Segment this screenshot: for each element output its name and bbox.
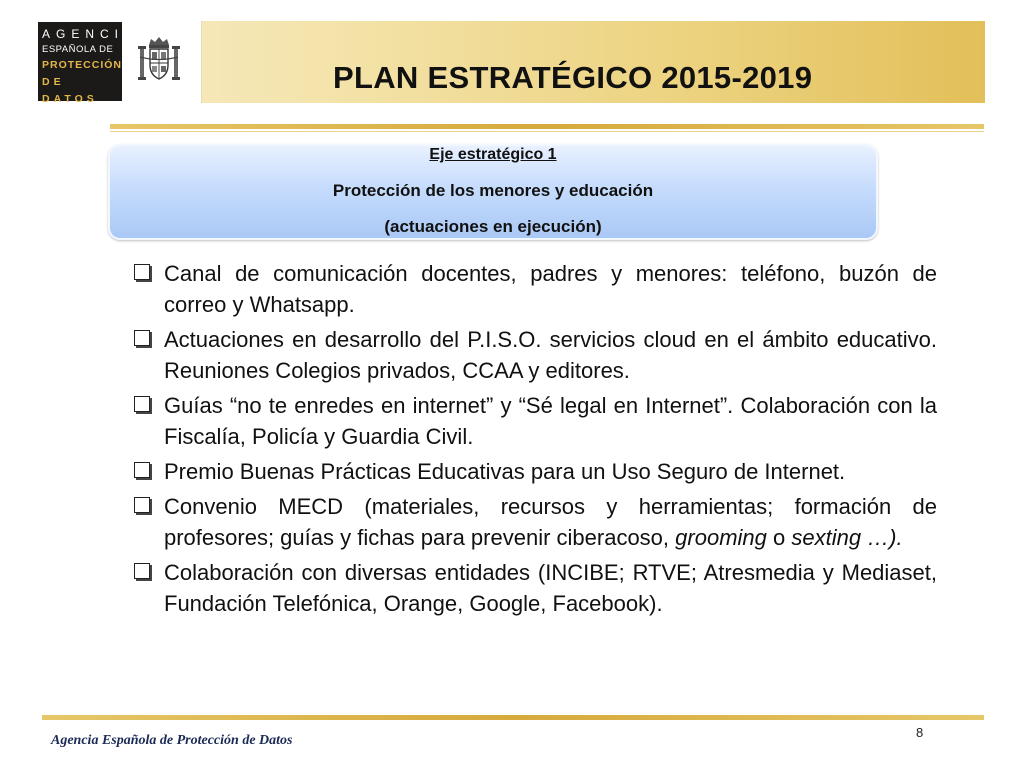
list-item-text: Guías “no te enredes en internet” y “Sé legal en Internet”. Colaboración con la Fiscalía, Policía y Guardia Civil. [164, 393, 937, 449]
checkbox-square-bullet-icon [134, 264, 150, 280]
footer-organization: Agencia Española de Protección de Datos [51, 733, 293, 748]
list-item-text: Colaboración con diversas entidades (INCIBE; RTVE; Atresmedia y Mediaset, Fundación Telefónica, Orange, Google, Facebook). [164, 560, 937, 616]
checkbox-square-bullet-icon [134, 563, 150, 579]
gold-divider-bottom [42, 715, 984, 720]
logo-wordmark [38, 22, 139, 105]
checkbox-square-bullet-icon [134, 396, 150, 412]
actions-list [134, 258, 937, 623]
header-banner [33, 21, 985, 103]
list-item [134, 456, 937, 487]
agency-logo [33, 21, 202, 103]
list-item-text: Premio Buenas Prácticas Educativas para un Uso Seguro de Internet. [164, 459, 846, 484]
spain-coat-of-arms-icon [135, 35, 183, 87]
axis-label: Eje estratégico 1 [429, 146, 557, 163]
list-item-text [164, 494, 937, 550]
gold-divider-top-thin [110, 131, 984, 132]
axis-status: (actuaciones en ejecución) [384, 217, 602, 236]
logo-line-3: PROTECCIÓN [42, 59, 123, 71]
page-title: PLAN ESTRATÉGICO 2015-2019 [333, 60, 813, 95]
list-item [134, 258, 937, 320]
list-item-text: Canal de comunicación docentes, padres y menores: teléfono, buzón de correo y Whatsapp. [164, 261, 937, 317]
list-item-text: Actuaciones en desarrollo del P.I.S.O. servicios cloud en el ámbito educativo. Reuniones Colegios privados, CCAA y editores. [164, 327, 937, 383]
logo-line-4: DE DATOS [42, 76, 98, 105]
page-number: 8 [916, 725, 924, 740]
list-item [134, 390, 937, 452]
strategic-axis-box [108, 144, 878, 240]
checkbox-square-bullet-icon [134, 330, 150, 346]
list-item [134, 324, 937, 386]
checkbox-square-bullet-icon [134, 497, 150, 513]
list-item [134, 557, 937, 619]
list-item-italic-term: sexting …). [791, 525, 903, 550]
gold-divider-top [110, 124, 984, 129]
list-item-italic-term: grooming [675, 525, 767, 550]
list-item [134, 491, 937, 553]
list-item-text-part: Convenio MECD (materiales, recursos y herramientas; formación de profesores; guías y fichas para prevenir ciberacoso, [164, 494, 937, 550]
axis-name: Protección de los menores y educación [332, 181, 654, 200]
checkbox-square-bullet-icon [134, 462, 150, 478]
logo-line-2: ESPAÑOLA DE [42, 44, 114, 55]
logo-line-1: AGENCIA [42, 27, 139, 41]
list-item-text-part: o [766, 525, 792, 550]
